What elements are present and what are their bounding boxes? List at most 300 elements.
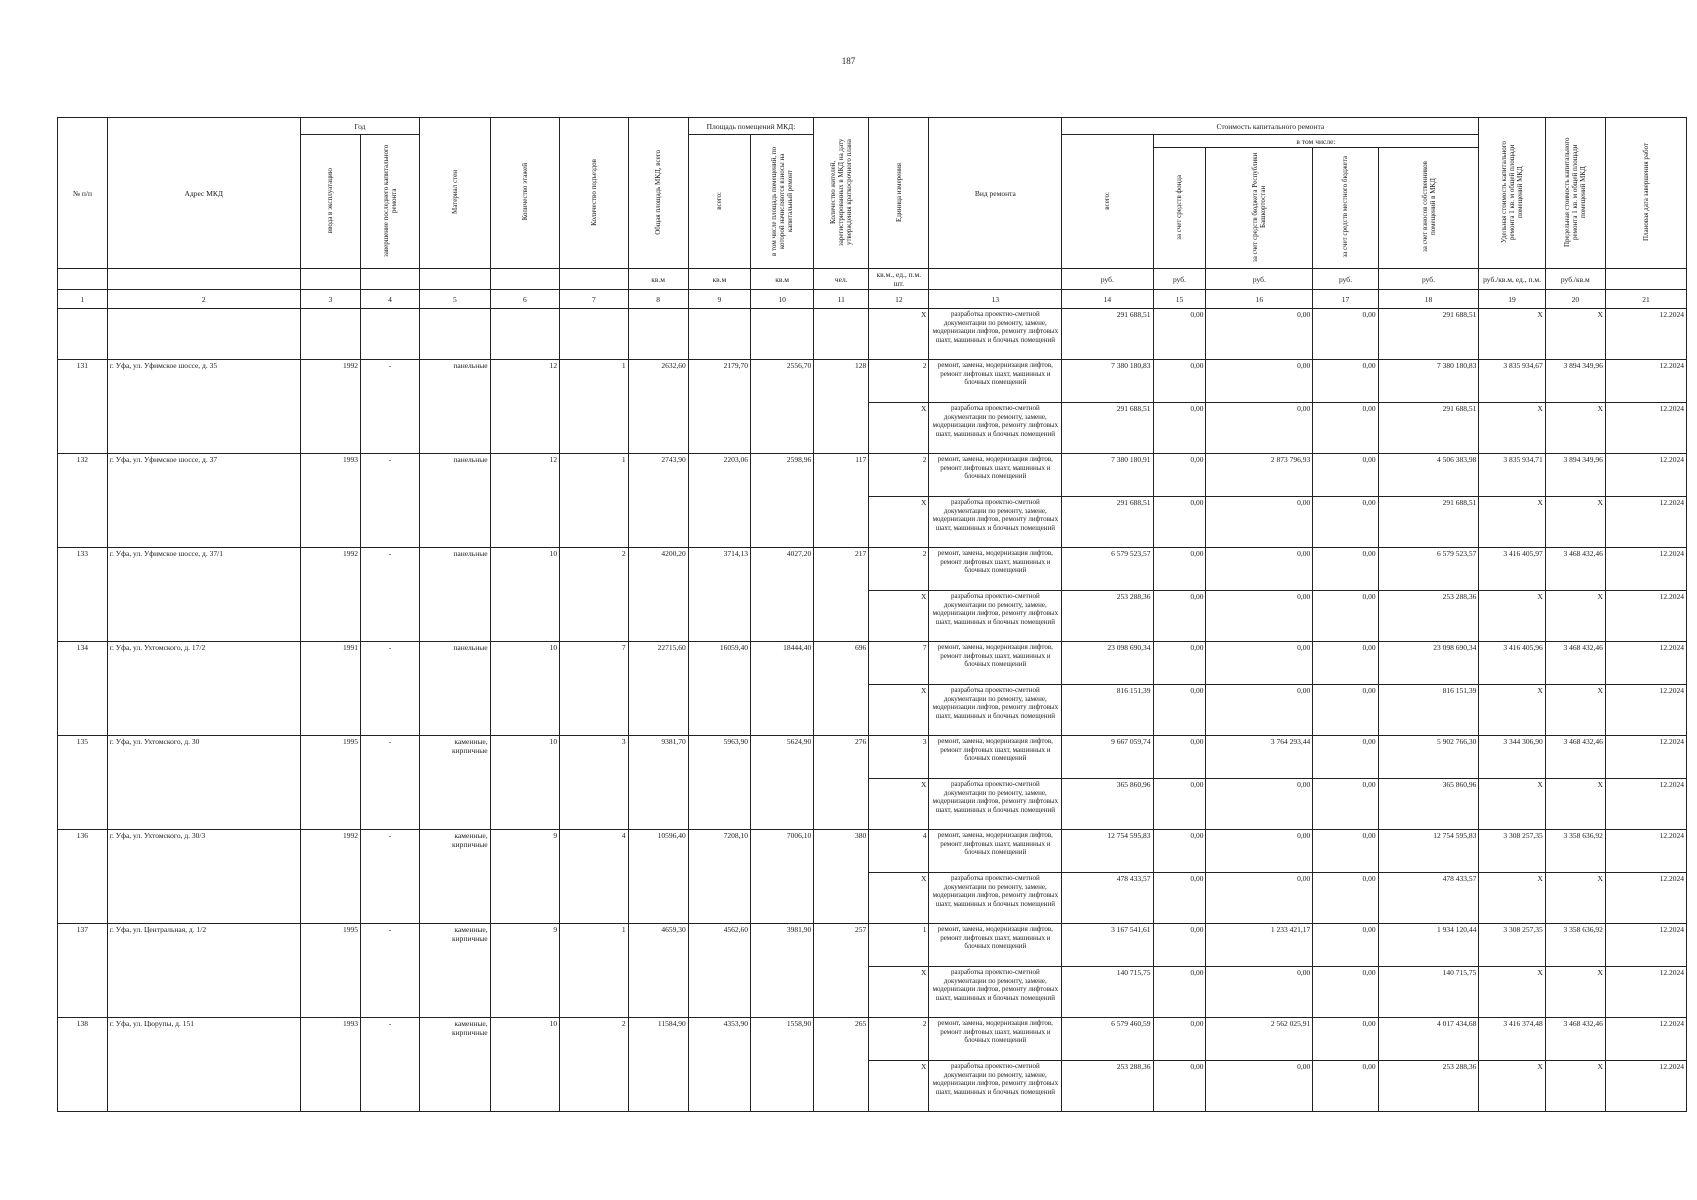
header-including-group: в том числе: <box>1153 135 1479 148</box>
cost-owners: 6 579 523,57 <box>1378 548 1479 591</box>
cost-republic-budget: 0,00 <box>1206 591 1313 642</box>
cost-local-budget: 0,00 <box>1313 548 1378 591</box>
completion-date: 12.2024 <box>1605 642 1686 685</box>
cost-local-budget: 0,00 <box>1313 403 1378 454</box>
floors-count: 10 <box>490 642 560 736</box>
cost-owners: 291 688,51 <box>1378 309 1479 360</box>
header-area-paid: в том числе площадь помещений, по которой начисляются взносы на капитальный ремонт <box>751 135 814 269</box>
unit-cell: руб. <box>1206 269 1313 290</box>
completion-date: 12.2024 <box>1605 924 1686 967</box>
residents-count: 117 <box>814 454 869 548</box>
cost-republic-budget: 0,00 <box>1206 548 1313 591</box>
header-unit: Единица измерения <box>869 118 929 269</box>
header-address: Адрес МКД <box>107 118 300 269</box>
units-row <box>58 269 1687 290</box>
entrances-count: 1 <box>560 360 628 454</box>
cost-republic-budget: 0,00 <box>1206 873 1313 924</box>
building-row <box>58 454 1687 497</box>
total-area: 22715,60 <box>628 642 688 736</box>
unit-cost: Х <box>1479 591 1545 642</box>
area-all: 2203,06 <box>688 454 750 548</box>
wall-material: каменные, кирпичные <box>420 736 491 830</box>
residents-count: 257 <box>814 924 869 1018</box>
entrances-count: 2 <box>560 1018 628 1112</box>
total-area: 4200,20 <box>628 548 688 642</box>
cost-local-budget: 0,00 <box>1313 454 1378 497</box>
unit-cost: Х <box>1479 309 1545 360</box>
cost-local-budget: 0,00 <box>1313 873 1378 924</box>
cost-fund: 0,00 <box>1153 497 1206 548</box>
completion-date: 12.2024 <box>1605 1018 1686 1061</box>
cost-republic-budget: 0,00 <box>1206 497 1313 548</box>
cost-owners: 12 754 595,83 <box>1378 830 1479 873</box>
area-all: 4562,60 <box>688 924 750 1018</box>
column-number: 20 <box>1545 290 1605 309</box>
completion-date: 12.2024 <box>1605 497 1686 548</box>
column-number: 11 <box>814 290 869 309</box>
repair-type: разработка проектно-сметной документации по ремонту, замене, модернизации лифтов, ремонту лифтовых шахт, машинных и блочных помещений <box>929 873 1062 924</box>
residents-count: 696 <box>814 642 869 736</box>
entrances-count: 7 <box>560 642 628 736</box>
building-number: 136 <box>58 830 108 924</box>
cost-total: 291 688,51 <box>1062 309 1153 360</box>
repair-type: разработка проектно-сметной документации по ремонту, замене, модернизации лифтов, ремонту лифтовых шахт, машинных и блочных помещений <box>929 403 1062 454</box>
unit-value: Х <box>869 685 929 736</box>
unit-cost: Х <box>1479 1061 1545 1112</box>
unit-value: Х <box>869 779 929 830</box>
unit-cost: Х <box>1479 685 1545 736</box>
column-number: 1 <box>58 290 108 309</box>
commissioning-year: 1992 <box>300 360 360 454</box>
completion-date: 12.2024 <box>1605 1061 1686 1112</box>
unit-cell: руб. <box>1378 269 1479 290</box>
unit-cost: Х <box>1479 403 1545 454</box>
cost-total: 7 380 180,91 <box>1062 454 1153 497</box>
table-header <box>58 118 1687 309</box>
area-paid: 3981,90 <box>751 924 814 1018</box>
capital-repair-table-sheet <box>57 117 1687 1112</box>
residents-count: 217 <box>814 548 869 642</box>
limit-cost: Х <box>1545 591 1605 642</box>
limit-cost: Х <box>1545 779 1605 830</box>
cost-republic-budget: 2 562 025,91 <box>1206 1018 1313 1061</box>
column-number: 6 <box>490 290 560 309</box>
commissioning-year: 1995 <box>300 924 360 1018</box>
wall-material: панельные <box>420 454 491 548</box>
completion-date: 12.2024 <box>1605 591 1686 642</box>
cost-local-budget: 0,00 <box>1313 685 1378 736</box>
limit-cost: 3 358 636,92 <box>1545 924 1605 967</box>
building-number: 135 <box>58 736 108 830</box>
unit-cost: 3 416 405,96 <box>1479 642 1545 685</box>
cost-local-budget: 0,00 <box>1313 1018 1378 1061</box>
header-last-repair-year: завершение последнего капитального ремонта <box>360 135 419 269</box>
cost-owners: 291 688,51 <box>1378 403 1479 454</box>
building-number: 137 <box>58 924 108 1018</box>
cost-local-budget: 0,00 <box>1313 736 1378 779</box>
cost-local-budget: 0,00 <box>1313 497 1378 548</box>
cost-local-budget: 0,00 <box>1313 309 1378 360</box>
cost-fund: 0,00 <box>1153 736 1206 779</box>
header-row-1 <box>58 118 1687 135</box>
unit-cost: Х <box>1479 967 1545 1018</box>
total-area: 11584,90 <box>628 1018 688 1112</box>
building-row <box>58 642 1687 685</box>
area-paid: 7006,10 <box>751 830 814 924</box>
unit-cell: руб. <box>1313 269 1378 290</box>
header-floors: Количество этажей <box>490 118 560 269</box>
residents-count: 265 <box>814 1018 869 1112</box>
unit-value: 2 <box>869 454 929 497</box>
cost-total: 816 151,39 <box>1062 685 1153 736</box>
floors-count: 10 <box>490 736 560 830</box>
cost-owners: 291 688,51 <box>1378 497 1479 548</box>
completion-date: 12.2024 <box>1605 454 1686 497</box>
cost-local-budget: 0,00 <box>1313 360 1378 403</box>
column-number: 16 <box>1206 290 1313 309</box>
cost-local-budget: 0,00 <box>1313 924 1378 967</box>
column-number: 10 <box>751 290 814 309</box>
building-number: 132 <box>58 454 108 548</box>
area-paid: 5624,90 <box>751 736 814 830</box>
cost-local-budget: 0,00 <box>1313 591 1378 642</box>
area-paid: 2598,96 <box>751 454 814 548</box>
cost-total: 6 579 460,59 <box>1062 1018 1153 1061</box>
repair-type: ремонт, замена, модернизация лифтов, ремонт лифтовых шахт, машинных и блочных помещений <box>929 830 1062 873</box>
commissioning-year: 1993 <box>300 1018 360 1112</box>
cost-fund: 0,00 <box>1153 1061 1206 1112</box>
area-paid: 2556,70 <box>751 360 814 454</box>
column-number: 9 <box>688 290 750 309</box>
limit-cost: Х <box>1545 403 1605 454</box>
repair-type: разработка проектно-сметной документации по ремонту, замене, модернизации лифтов, ремонту лифтовых шахт, машинных и блочных помещений <box>929 497 1062 548</box>
repair-type: разработка проектно-сметной документации по ремонту, замене, модернизации лифтов, ремонту лифтовых шахт, машинных и блочных помещений <box>929 1061 1062 1112</box>
cost-republic-budget: 0,00 <box>1206 830 1313 873</box>
unit-cell: кв.м <box>628 269 688 290</box>
cost-owners: 5 902 766,30 <box>1378 736 1479 779</box>
cost-local-budget: 0,00 <box>1313 967 1378 1018</box>
completion-date: 12.2024 <box>1605 403 1686 454</box>
header-local-budget: за счет средств местного бюджета <box>1313 148 1378 269</box>
completion-date: 12.2024 <box>1605 685 1686 736</box>
building-row <box>58 736 1687 779</box>
commissioning-year: 1992 <box>300 830 360 924</box>
cost-fund: 0,00 <box>1153 685 1206 736</box>
cost-owners: 4 017 434,68 <box>1378 1018 1479 1061</box>
cost-fund: 0,00 <box>1153 360 1206 403</box>
cost-fund: 0,00 <box>1153 454 1206 497</box>
cost-republic-budget: 0,00 <box>1206 309 1313 360</box>
last-repair-year: - <box>360 1018 419 1112</box>
unit-cost: 3 308 257,35 <box>1479 924 1545 967</box>
header-limit-cost: Предельная стоимость капитального ремонта 1 кв. м общей площади помещений МКД <box>1545 118 1605 269</box>
limit-cost: Х <box>1545 873 1605 924</box>
wall-material: каменные, кирпичные <box>420 924 491 1018</box>
column-number: 19 <box>1479 290 1545 309</box>
last-repair-year: - <box>360 736 419 830</box>
repair-type: ремонт, замена, модернизация лифтов, ремонт лифтовых шахт, машинных и блочных помещений <box>929 1018 1062 1061</box>
repair-type: разработка проектно-сметной документации по ремонту, замене, модернизации лифтов, ремонту лифтовых шахт, машинных и блочных помещений <box>929 685 1062 736</box>
header-owners: за счет взносов собственников помещений в МКД <box>1378 148 1479 269</box>
cost-local-budget: 0,00 <box>1313 830 1378 873</box>
cost-republic-budget: 0,00 <box>1206 1061 1313 1112</box>
total-area: 9381,70 <box>628 736 688 830</box>
area-all: 16059,40 <box>688 642 750 736</box>
floors-count: 10 <box>490 1018 560 1112</box>
building-address: г. Уфа, ул. Ухтомского, д. 30/3 <box>107 830 300 924</box>
limit-cost: Х <box>1545 685 1605 736</box>
column-number: 12 <box>869 290 929 309</box>
limit-cost: 3 468 432,46 <box>1545 642 1605 685</box>
cost-local-budget: 0,00 <box>1313 779 1378 830</box>
cost-total: 7 380 180,83 <box>1062 360 1153 403</box>
limit-cost: 3 358 636,92 <box>1545 830 1605 873</box>
cost-total: 291 688,51 <box>1062 403 1153 454</box>
cost-fund: 0,00 <box>1153 591 1206 642</box>
page-number: 187 <box>841 56 856 66</box>
entrances-count: 4 <box>560 830 628 924</box>
unit-value: 1 <box>869 924 929 967</box>
last-repair-year: - <box>360 548 419 642</box>
building-address: г. Уфа, ул. Цюрупы, д. 151 <box>107 1018 300 1112</box>
unit-value: 4 <box>869 830 929 873</box>
limit-cost: Х <box>1545 1061 1605 1112</box>
header-wall-material: Материал стен <box>420 118 491 269</box>
header-completion-date: Плановая дата завершения работ <box>1605 118 1686 269</box>
limit-cost: 3 468 432,46 <box>1545 736 1605 779</box>
cost-republic-budget: 0,00 <box>1206 360 1313 403</box>
commissioning-year: 1995 <box>300 736 360 830</box>
cost-total: 140 715,75 <box>1062 967 1153 1018</box>
wall-material: каменные, кирпичные <box>420 830 491 924</box>
limit-cost: Х <box>1545 309 1605 360</box>
unit-cost: 3 835 934,71 <box>1479 454 1545 497</box>
residents-count: 276 <box>814 736 869 830</box>
area-all: 7208,10 <box>688 830 750 924</box>
cost-owners: 4 506 383,98 <box>1378 454 1479 497</box>
area-all: 3714,13 <box>688 548 750 642</box>
residents-count: 380 <box>814 830 869 924</box>
unit-value: 2 <box>869 548 929 591</box>
unit-value: Х <box>869 309 929 360</box>
cost-fund: 0,00 <box>1153 548 1206 591</box>
cost-total: 12 754 595,83 <box>1062 830 1153 873</box>
limit-cost: 3 894 349,96 <box>1545 454 1605 497</box>
column-number: 7 <box>560 290 628 309</box>
entrances-count: 3 <box>560 736 628 830</box>
cost-total: 365 860,96 <box>1062 779 1153 830</box>
building-address: г. Уфа, ул. Центральная, д. 1/2 <box>107 924 300 1018</box>
cost-total: 253 288,36 <box>1062 1061 1153 1112</box>
building-row <box>58 360 1687 403</box>
repair-type: разработка проектно-сметной документации по ремонту, замене, модернизации лифтов, ремонту лифтовых шахт, машинных и блочных помещений <box>929 309 1062 360</box>
unit-cost: Х <box>1479 873 1545 924</box>
unit-cell: руб./кв.м, ед., п.м. <box>1479 269 1545 290</box>
unit-value: 7 <box>869 642 929 685</box>
cost-republic-budget: 1 233 421,17 <box>1206 924 1313 967</box>
header-unit-cost: Удельная стоимость капитального ремонта 1 кв. м общей площади помещений МКД <box>1479 118 1545 269</box>
cost-fund: 0,00 <box>1153 830 1206 873</box>
carry-over-row <box>58 309 1687 360</box>
header-republic-budget: за счет средств бюджета Республики Башкортостан <box>1206 148 1313 269</box>
column-number: 14 <box>1062 290 1153 309</box>
repair-type: ремонт, замена, модернизация лифтов, ремонт лифтовых шахт, машинных и блочных помещений <box>929 924 1062 967</box>
unit-cost: 3 344 306,90 <box>1479 736 1545 779</box>
column-number: 15 <box>1153 290 1206 309</box>
header-repair-type: Вид ремонта <box>929 118 1062 269</box>
unit-cost: Х <box>1479 497 1545 548</box>
limit-cost: 3 468 432,46 <box>1545 548 1605 591</box>
unit-value: Х <box>869 873 929 924</box>
unit-cost: 3 416 405,97 <box>1479 548 1545 591</box>
repair-type: разработка проектно-сметной документации по ремонту, замене, модернизации лифтов, ремонту лифтовых шахт, машинных и блочных помещений <box>929 779 1062 830</box>
completion-date: 12.2024 <box>1605 873 1686 924</box>
building-address: г. Уфа, ул. Уфимское шоссе, д. 37 <box>107 454 300 548</box>
building-number: 133 <box>58 548 108 642</box>
header-fund: за счет средств фонда <box>1153 148 1206 269</box>
area-paid: 1558,90 <box>751 1018 814 1112</box>
area-paid: 18444,40 <box>751 642 814 736</box>
unit-value: Х <box>869 497 929 548</box>
header-entrances: Количество подъездов <box>560 118 628 269</box>
cost-total: 478 433,57 <box>1062 873 1153 924</box>
commissioning-year: 1992 <box>300 548 360 642</box>
building-row <box>58 1018 1687 1061</box>
cost-owners: 253 288,36 <box>1378 591 1479 642</box>
table-body <box>58 309 1687 1112</box>
completion-date: 12.2024 <box>1605 360 1686 403</box>
building-address: г. Уфа, ул. Ухтомского, д. 30 <box>107 736 300 830</box>
cost-republic-budget: 0,00 <box>1206 403 1313 454</box>
unit-value: Х <box>869 403 929 454</box>
building-address: г. Уфа, ул. Уфимское шоссе, д. 35 <box>107 360 300 454</box>
unit-cell: кв.м., ед., п.м. шт. <box>869 269 929 290</box>
cost-owners: 253 288,36 <box>1378 1061 1479 1112</box>
area-all: 5963,90 <box>688 736 750 830</box>
cost-owners: 1 934 120,44 <box>1378 924 1479 967</box>
completion-date: 12.2024 <box>1605 309 1686 360</box>
cost-total: 291 688,51 <box>1062 497 1153 548</box>
limit-cost: 3 894 349,96 <box>1545 360 1605 403</box>
cost-total: 3 167 541,61 <box>1062 924 1153 967</box>
unit-value: 3 <box>869 736 929 779</box>
total-area: 10596,40 <box>628 830 688 924</box>
column-number: 21 <box>1605 290 1686 309</box>
repair-type: ремонт, замена, модернизация лифтов, ремонт лифтовых шахт, машинных и блочных помещений <box>929 736 1062 779</box>
cost-republic-budget: 0,00 <box>1206 685 1313 736</box>
completion-date: 12.2024 <box>1605 830 1686 873</box>
wall-material: панельные <box>420 360 491 454</box>
unit-value: 2 <box>869 360 929 403</box>
header-area-all: всего: <box>688 135 750 269</box>
building-number: 131 <box>58 360 108 454</box>
header-total-area: Общая площадь МКД, всего <box>628 118 688 269</box>
unit-cell: руб. <box>1062 269 1153 290</box>
repair-type: ремонт, замена, модернизация лифтов, ремонт лифтовых шахт, машинных и блочных помещений <box>929 642 1062 685</box>
entrances-count: 1 <box>560 924 628 1018</box>
last-repair-year: - <box>360 924 419 1018</box>
unit-cost: 3 835 934,67 <box>1479 360 1545 403</box>
column-number: 4 <box>360 290 419 309</box>
unit-value: 2 <box>869 1018 929 1061</box>
total-area: 2743,90 <box>628 454 688 548</box>
cost-local-budget: 0,00 <box>1313 1061 1378 1112</box>
cost-republic-budget: 2 873 796,93 <box>1206 454 1313 497</box>
entrances-count: 2 <box>560 548 628 642</box>
building-number: 138 <box>58 1018 108 1112</box>
unit-value: Х <box>869 967 929 1018</box>
cost-total: 6 579 523,57 <box>1062 548 1153 591</box>
unit-cell: чел. <box>814 269 869 290</box>
repair-type: ремонт, замена, модернизация лифтов, ремонт лифтовых шахт, машинных и блочных помещений <box>929 360 1062 403</box>
repair-type: ремонт, замена, модернизация лифтов, ремонт лифтовых шахт, машинных и блочных помещений <box>929 454 1062 497</box>
building-number: 134 <box>58 642 108 736</box>
building-address: г. Уфа, ул. Уфимское шоссе, д. 37/1 <box>107 548 300 642</box>
cost-total: 253 288,36 <box>1062 591 1153 642</box>
last-repair-year: - <box>360 454 419 548</box>
unit-cost: Х <box>1479 779 1545 830</box>
column-number: 17 <box>1313 290 1378 309</box>
last-repair-year: - <box>360 642 419 736</box>
area-all: 4353,90 <box>688 1018 750 1112</box>
column-number: 13 <box>929 290 1062 309</box>
completion-date: 12.2024 <box>1605 967 1686 1018</box>
repair-type: разработка проектно-сметной документации по ремонту, замене, модернизации лифтов, ремонту лифтовых шахт, машинных и блочных помещений <box>929 591 1062 642</box>
cost-owners: 23 098 690,34 <box>1378 642 1479 685</box>
cost-fund: 0,00 <box>1153 403 1206 454</box>
wall-material: каменные, кирпичные <box>420 1018 491 1112</box>
cost-fund: 0,00 <box>1153 967 1206 1018</box>
cost-fund: 0,00 <box>1153 309 1206 360</box>
unit-value: Х <box>869 591 929 642</box>
area-all: 2179,70 <box>688 360 750 454</box>
completion-date: 12.2024 <box>1605 736 1686 779</box>
cost-owners: 7 380 180,83 <box>1378 360 1479 403</box>
column-number: 5 <box>420 290 491 309</box>
building-address: г. Уфа, ул. Ухтомского, д. 17/2 <box>107 642 300 736</box>
cost-fund: 0,00 <box>1153 1018 1206 1061</box>
unit-cell: руб./кв.м <box>1545 269 1605 290</box>
completion-date: 12.2024 <box>1605 779 1686 830</box>
header-num: № п/п <box>58 118 108 269</box>
building-row <box>58 924 1687 967</box>
limit-cost: Х <box>1545 967 1605 1018</box>
completion-date: 12.2024 <box>1605 548 1686 591</box>
floors-count: 10 <box>490 548 560 642</box>
column-number: 18 <box>1378 290 1479 309</box>
cost-total: 23 098 690,34 <box>1062 642 1153 685</box>
total-area: 4659,30 <box>628 924 688 1018</box>
area-paid: 4027,20 <box>751 548 814 642</box>
commissioning-year: 1993 <box>300 454 360 548</box>
limit-cost: 3 468 432,46 <box>1545 1018 1605 1061</box>
cost-total: 9 667 059,74 <box>1062 736 1153 779</box>
cost-republic-budget: 0,00 <box>1206 779 1313 830</box>
cost-fund: 0,00 <box>1153 924 1206 967</box>
cost-fund: 0,00 <box>1153 642 1206 685</box>
wall-material: панельные <box>420 548 491 642</box>
last-repair-year: - <box>360 830 419 924</box>
header-commissioning-year: ввода в эксплуатацию <box>300 135 360 269</box>
total-area: 2632,60 <box>628 360 688 454</box>
header-area-group: Площадь помещений МКД: <box>688 118 814 135</box>
floors-count: 9 <box>490 924 560 1018</box>
unit-cost: 3 308 257,35 <box>1479 830 1545 873</box>
entrances-count: 1 <box>560 454 628 548</box>
capital-repair-table <box>57 117 1687 1112</box>
floors-count: 12 <box>490 360 560 454</box>
header-year-group: Год <box>300 118 419 135</box>
